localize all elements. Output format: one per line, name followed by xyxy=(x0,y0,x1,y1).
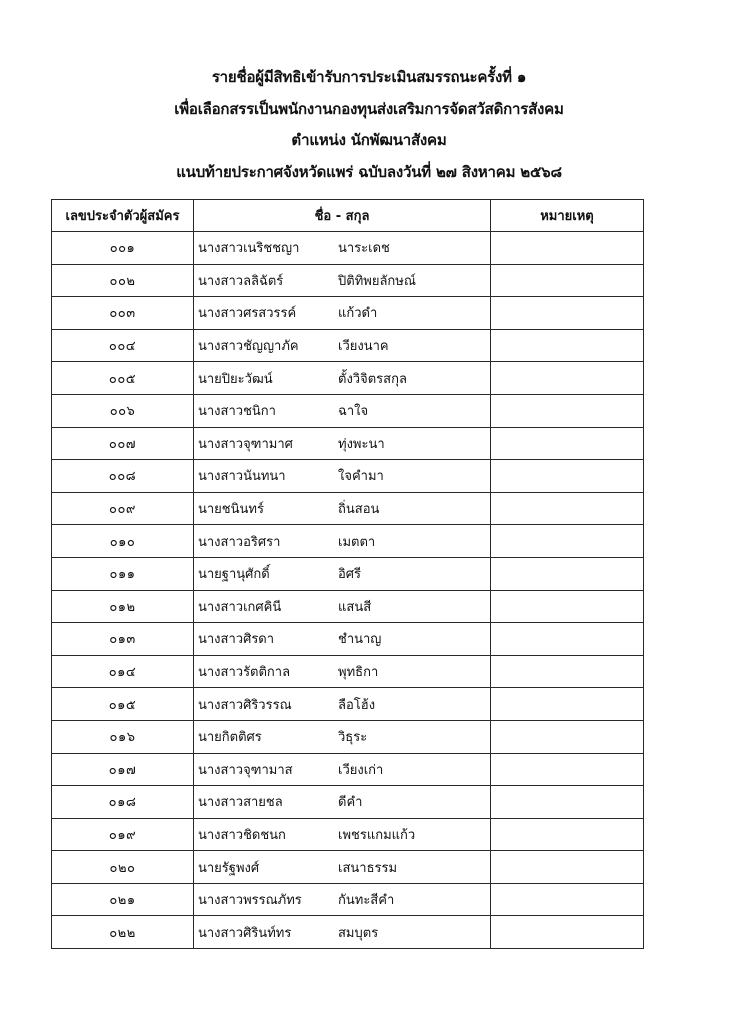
applicant-first-name: นางสาวนันทนา xyxy=(198,469,286,485)
applicant-id-cell: ๐๑๒ xyxy=(52,590,194,623)
applicant-first-name: นางสาวชิดชนก xyxy=(198,827,286,843)
applicant-last-name: เวียงเก่า xyxy=(338,762,384,778)
applicant-id-cell: ๐๐๙ xyxy=(52,492,194,525)
applicant-last-name: ใจคำมา xyxy=(338,469,384,485)
applicant-id-cell: ๐๐๖ xyxy=(52,394,194,427)
applicant-last-name: เพชรแกมแก้ว xyxy=(338,827,416,843)
applicant-note-cell xyxy=(491,297,644,330)
applicant-last-name: เมตตา xyxy=(338,534,376,550)
applicant-last-name: นาระเดช xyxy=(338,241,390,257)
applicant-name-cell xyxy=(194,590,491,623)
applicant-first-name: นางสาวพรรณภัทร xyxy=(198,893,302,909)
applicant-id-cell: ๐๒๒ xyxy=(52,916,194,949)
applicant-id-cell: ๐๑๙ xyxy=(52,818,194,851)
applicant-id-cell: ๐๑๓ xyxy=(52,623,194,656)
applicant-note-cell xyxy=(491,264,644,297)
applicant-last-name: ลือโฮ้ง xyxy=(338,697,376,713)
applicant-name-cell xyxy=(194,460,491,493)
applicant-first-name: นางสาวอริศรา xyxy=(198,534,281,550)
applicant-note-cell xyxy=(491,427,644,460)
applicant-name-cell xyxy=(194,720,491,753)
applicant-name-cell xyxy=(194,427,491,460)
applicant-note-cell xyxy=(491,232,644,265)
applicant-last-name: ฉาใจ xyxy=(338,404,369,420)
applicant-name-cell xyxy=(194,818,491,851)
applicant-note-cell xyxy=(491,492,644,525)
applicant-last-name: เวียงนาค xyxy=(338,339,389,355)
table-row xyxy=(52,655,644,688)
applicant-name-cell xyxy=(194,655,491,688)
column-header-name: ชื่อ - สกุล xyxy=(194,200,491,232)
applicant-first-name: นางสาวเนริชชญา xyxy=(198,241,300,257)
applicant-name-cell xyxy=(194,916,491,949)
applicant-id-cell: ๐๑๘ xyxy=(52,786,194,819)
applicant-id-cell: ๐๒๐ xyxy=(52,851,194,884)
applicant-first-name: นางสาวศรสวรรค์ xyxy=(198,306,297,322)
table-header-row xyxy=(52,200,644,232)
applicant-id-cell: ๐๐๑ xyxy=(52,232,194,265)
table-row xyxy=(52,297,644,330)
applicant-id-cell: ๐๐๔ xyxy=(52,329,194,362)
table-row xyxy=(52,818,644,851)
table-row xyxy=(52,460,644,493)
applicant-name-cell xyxy=(194,297,491,330)
applicant-id-cell: ๐๑๑ xyxy=(52,557,194,590)
applicant-name-cell xyxy=(194,623,491,656)
applicant-name-cell xyxy=(194,753,491,786)
applicant-note-cell xyxy=(491,394,644,427)
applicant-note-cell xyxy=(491,362,644,395)
applicant-id-cell: ๐๑๖ xyxy=(52,720,194,753)
applicant-note-cell xyxy=(491,818,644,851)
applicant-note-cell xyxy=(491,786,644,819)
column-header-note: หมายเหตุ xyxy=(491,200,644,232)
applicant-last-name: ดีคำ xyxy=(338,795,363,811)
applicant-id-cell: ๐๒๑ xyxy=(52,883,194,916)
applicant-id-cell: ๐๑๐ xyxy=(52,525,194,558)
applicant-note-cell xyxy=(491,916,644,949)
applicant-last-name: เสนาธรรม xyxy=(338,860,398,876)
applicant-table xyxy=(51,199,644,949)
applicant-last-name: สมบุตร xyxy=(338,925,379,941)
applicant-note-cell xyxy=(491,590,644,623)
applicant-first-name: นางสาวชนิกา xyxy=(198,404,276,420)
applicant-note-cell xyxy=(491,655,644,688)
header-title: รายชื่อผู้มีสิทธิเข้ารับการประเมินสมรรถนะครั้งที่ ๑ xyxy=(211,68,527,86)
applicant-first-name: นายกิตติศร xyxy=(198,730,262,746)
table-row xyxy=(52,492,644,525)
applicant-id-cell: ๐๐๕ xyxy=(52,362,194,395)
table-row xyxy=(52,232,644,265)
applicant-id-cell: ๐๐๓ xyxy=(52,297,194,330)
applicant-last-name: ปิติทิพยลักษณ์ xyxy=(338,273,416,289)
table-body xyxy=(52,232,644,949)
applicant-note-cell xyxy=(491,851,644,884)
applicant-last-name: ชำนาญ xyxy=(338,632,382,648)
header-position: ตำแหน่ง นักพัฒนาสังคม xyxy=(291,131,447,149)
applicant-last-name: ทุ่งพะนา xyxy=(338,436,385,452)
applicant-name-cell xyxy=(194,557,491,590)
applicant-last-name: กันทะสีคำ xyxy=(338,893,395,909)
applicant-first-name: นางสาวศิรดา xyxy=(198,632,275,648)
applicant-first-name: นายปิยะวัฒน์ xyxy=(198,371,273,387)
applicant-id-cell: ๐๑๗ xyxy=(52,753,194,786)
applicant-note-cell xyxy=(491,557,644,590)
applicant-first-name: นางสาวลลิฉัตร์ xyxy=(198,273,284,289)
applicant-note-cell xyxy=(491,753,644,786)
applicant-id-cell: ๐๑๕ xyxy=(52,688,194,721)
applicant-first-name: นายรัฐพงศ์ xyxy=(198,860,260,876)
table-row xyxy=(52,883,644,916)
applicant-name-cell xyxy=(194,786,491,819)
applicant-table-container xyxy=(51,199,643,949)
header-purpose: เพื่อเลือกสรรเป็นพนักงานกองทุนส่งเสริมการจัดสวัสดิการสังคม xyxy=(174,99,564,118)
applicant-id-cell: ๐๐๒ xyxy=(52,264,194,297)
applicant-first-name: นายฐานุศักดิ์ xyxy=(198,567,270,583)
table-row xyxy=(52,362,644,395)
table-row xyxy=(52,525,644,558)
applicant-name-cell xyxy=(194,232,491,265)
table-row xyxy=(52,753,644,786)
applicant-id-cell: ๐๑๔ xyxy=(52,655,194,688)
applicant-id-cell: ๐๐๘ xyxy=(52,460,194,493)
table-row xyxy=(52,688,644,721)
applicant-name-cell xyxy=(194,329,491,362)
applicant-note-cell xyxy=(491,525,644,558)
applicant-note-cell xyxy=(491,883,644,916)
applicant-note-cell xyxy=(491,623,644,656)
applicant-name-cell xyxy=(194,492,491,525)
applicant-id-cell: ๐๐๗ xyxy=(52,427,194,460)
applicant-name-cell xyxy=(194,525,491,558)
applicant-first-name: นางสาวรัตติกาล xyxy=(198,665,291,681)
applicant-first-name: นางสาวสายชล xyxy=(198,795,283,811)
applicant-name-cell xyxy=(194,264,491,297)
applicant-last-name: พุทธิกา xyxy=(338,665,379,681)
table-row xyxy=(52,329,644,362)
applicant-first-name: นางสาวศิริวรรณ xyxy=(198,697,292,713)
document-header xyxy=(0,62,738,188)
applicant-last-name: ตั้งวิจิตรสกุล xyxy=(338,371,407,387)
table-row xyxy=(52,264,644,297)
applicant-first-name: นางสาวชัญญาภัค xyxy=(198,339,299,355)
applicant-last-name: อิศรี xyxy=(338,567,362,583)
applicant-last-name: ถิ่นสอน xyxy=(338,502,380,518)
applicant-last-name: วิธุระ xyxy=(338,730,368,746)
table-row xyxy=(52,786,644,819)
table-row xyxy=(52,557,644,590)
applicant-note-cell xyxy=(491,329,644,362)
table-row xyxy=(52,623,644,656)
header-announcement-ref: แนบท้ายประกาศจังหวัดแพร่ ฉบับลงวันที่ ๒๗ สิงหาคม ๒๕๖๘ xyxy=(176,162,562,181)
table-row xyxy=(52,394,644,427)
applicant-first-name: นางสาวจุฑามาศ xyxy=(198,436,293,452)
table-row xyxy=(52,427,644,460)
applicant-last-name: แก้วดำ xyxy=(338,306,378,322)
applicant-name-cell xyxy=(194,362,491,395)
column-header-id: เลขประจำตัวผู้สมัคร xyxy=(52,200,194,232)
applicant-note-cell xyxy=(491,688,644,721)
applicant-first-name: นางสาวเกศคินี xyxy=(198,599,282,615)
applicant-first-name: นางสาวศิรินท์ทร xyxy=(198,925,292,941)
applicant-name-cell xyxy=(194,851,491,884)
table-row xyxy=(52,720,644,753)
table-row xyxy=(52,590,644,623)
applicant-note-cell xyxy=(491,720,644,753)
applicant-name-cell xyxy=(194,883,491,916)
applicant-name-cell xyxy=(194,394,491,427)
applicant-first-name: นางสาวจุฑามาส xyxy=(198,762,293,778)
table-row xyxy=(52,851,644,884)
applicant-last-name: แสนสี xyxy=(338,599,372,615)
applicant-name-cell xyxy=(194,688,491,721)
applicant-first-name: นายชนินทร์ xyxy=(198,502,264,518)
table-row xyxy=(52,916,644,949)
applicant-note-cell xyxy=(491,460,644,493)
